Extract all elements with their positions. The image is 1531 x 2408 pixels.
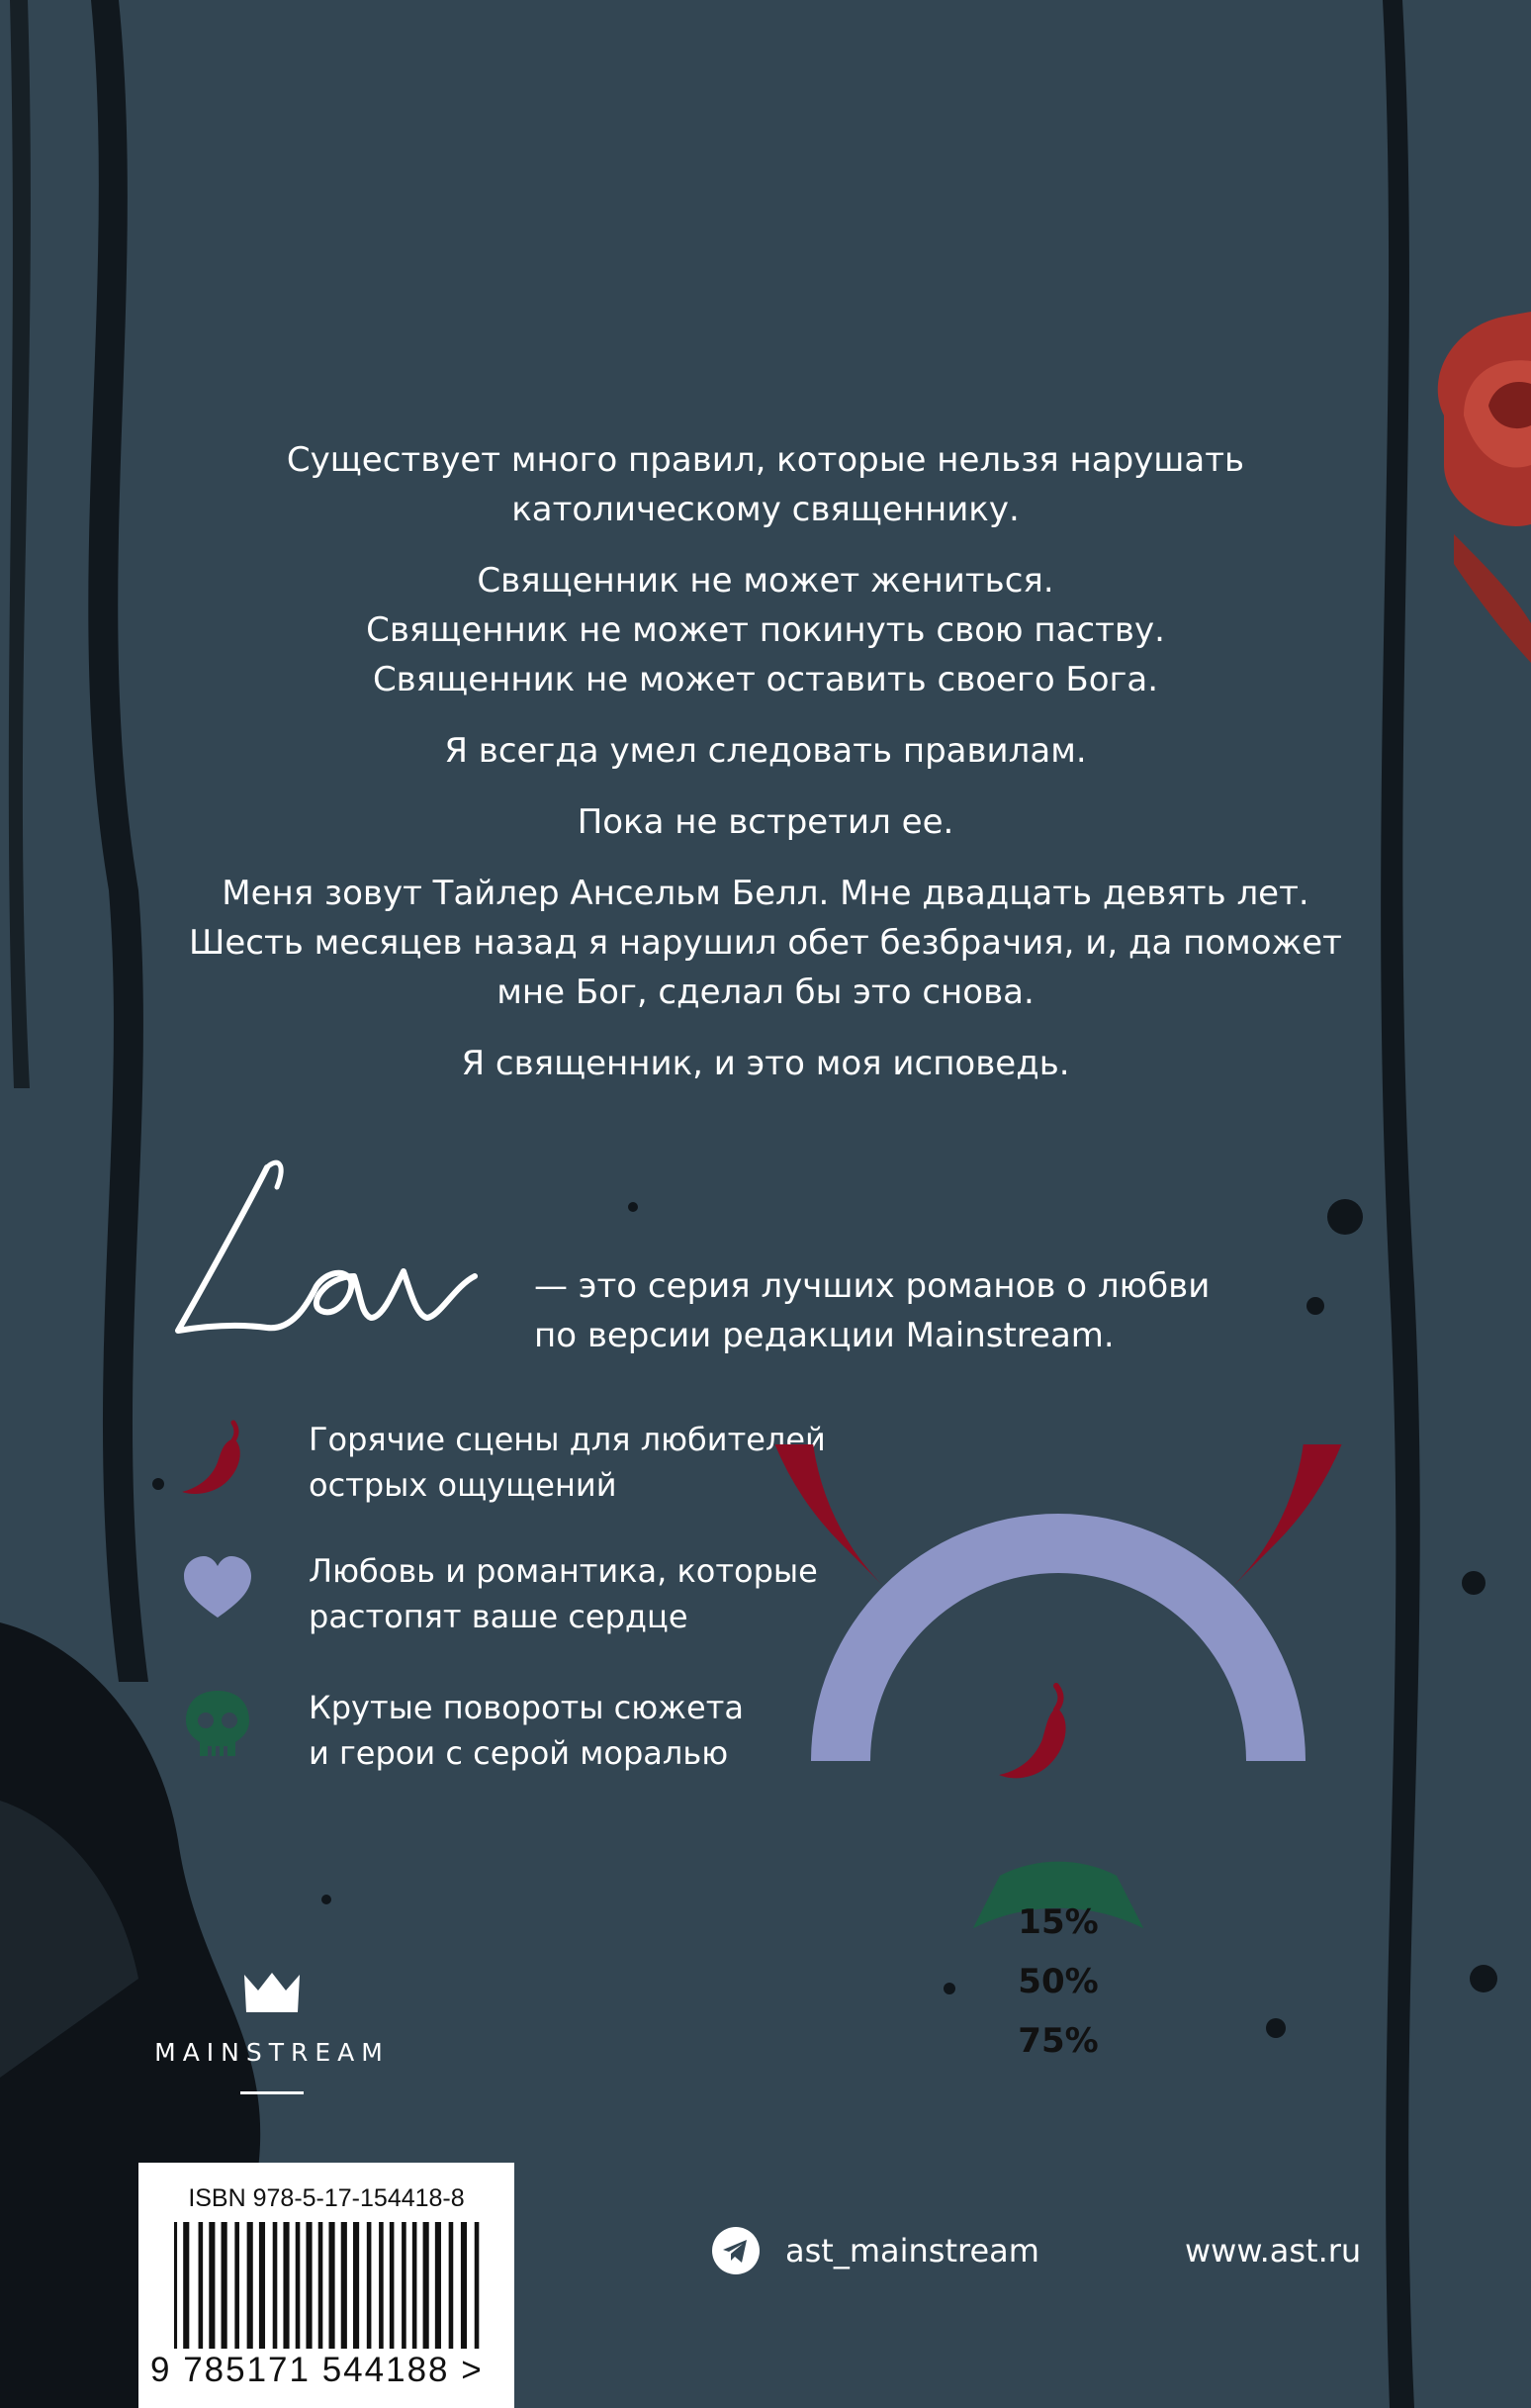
publisher-logo [129,1969,415,2107]
barcode-bar [423,2222,429,2349]
publisher-name: MAINSTREAM [154,2038,390,2067]
blurb-line: Меня зовут Тайлер Ансельм Белл. Мне двадцать девять лет. [222,874,1309,913]
barcode-bar [475,2222,480,2349]
isbn-barcode [138,2163,514,2408]
barcode-bar [174,2222,177,2349]
barcode-bar [328,2222,334,2349]
blurb-line: Священник не может оставить своего Бога. [372,660,1159,699]
telegram-link[interactable] [712,2221,1108,2280]
barcode-bar [283,2222,289,2349]
heart-icon [178,1548,257,1631]
barcode-digits: 9 785171 544188 > [150,2351,484,2389]
legend-line: и герои с серой моралью [309,1734,729,1772]
publisher-underline [240,2091,304,2094]
chili-pepper-icon [999,1686,1066,1778]
blurb-paragraph [119,726,1412,776]
barcode-bar [318,2222,323,2349]
barcode-bar [341,2222,347,2349]
legend-line: растопят ваше сердце [309,1598,688,1635]
book-blurb [119,435,1412,1110]
barcode-bar [435,2222,441,2349]
donut-label: 15% [1018,1902,1099,1942]
blurb-paragraph [119,435,1412,534]
blurb-paragraph [119,869,1412,1017]
barcode-bar [353,2222,359,2349]
series-description [534,1261,1286,1360]
barcode-bar [402,2222,406,2349]
legend-line: Крутые повороты сюжета [309,1689,744,1726]
blurb-paragraph [119,556,1412,704]
crown-icon [240,1969,304,2018]
blurb-line: Священник не может жениться. [477,561,1054,601]
barcode-bar [390,2222,395,2349]
donut-label: 75% [1018,2021,1099,2061]
website-link[interactable]: www.ast.ru [1185,2232,1362,2269]
barcode-bar [247,2222,253,2349]
legend-text [309,1685,744,1776]
blurb-line: Существует много правил, которые нельзя нарушать [286,440,1245,480]
barcode-bars [174,2222,491,2349]
barcode-bar [183,2222,189,2349]
telegram-handle[interactable]: ast_mainstream [785,2232,1039,2269]
barcode-bar [461,2222,467,2349]
skull-icon [178,1685,257,1768]
legend-line: острых ощущений [309,1466,617,1504]
lav-series-logo [158,1148,495,1355]
barcode-bar [199,2222,204,2349]
series-line: — это серия лучших романов о любви [534,1266,1211,1306]
blurb-line: Я всегда умел следовать правилам. [444,731,1087,771]
rose-illustration [1404,267,1531,693]
chili-pepper-icon [178,1417,257,1500]
series-line: по версии редакции Mainstream. [534,1316,1115,1355]
blurb-line: Я священник, и это моя исповедь. [461,1044,1070,1083]
barcode-bar [296,2222,301,2349]
blurb-line: мне Бог, сделал бы это снова. [496,972,1035,1012]
barcode-bar [367,2222,372,2349]
barcode-bar [379,2222,384,2349]
barcode-bar [273,2222,278,2349]
barcode-bar [222,2222,227,2349]
barcode-bar [449,2222,454,2349]
blurb-line: Шесть месяцев назад я нарушил обет безбрачия, и, да поможет [189,923,1342,963]
barcode-bar [306,2222,312,2349]
legend-line: Горячие сцены для любителей [309,1421,826,1458]
blurb-line: католическому священнику. [511,490,1020,529]
telegram-icon [712,2227,760,2274]
blurb-line: Пока не встретил ее. [577,802,954,842]
barcode-bar [412,2222,417,2349]
blurb-line: Священник не может покинуть свою паству. [366,610,1165,650]
isbn-number: ISBN 978-5-17-154418-8 [188,2184,465,2212]
blurb-paragraph [119,797,1412,847]
blurb-paragraph [119,1039,1412,1088]
donut-label: 50% [1018,1962,1099,2001]
barcode-bar [259,2222,265,2349]
legend-line: Любовь и романтика, которые [309,1552,818,1590]
barcode-bar [209,2222,215,2349]
content-donut-chart [742,1444,1375,2078]
barcode-bar [234,2222,239,2349]
